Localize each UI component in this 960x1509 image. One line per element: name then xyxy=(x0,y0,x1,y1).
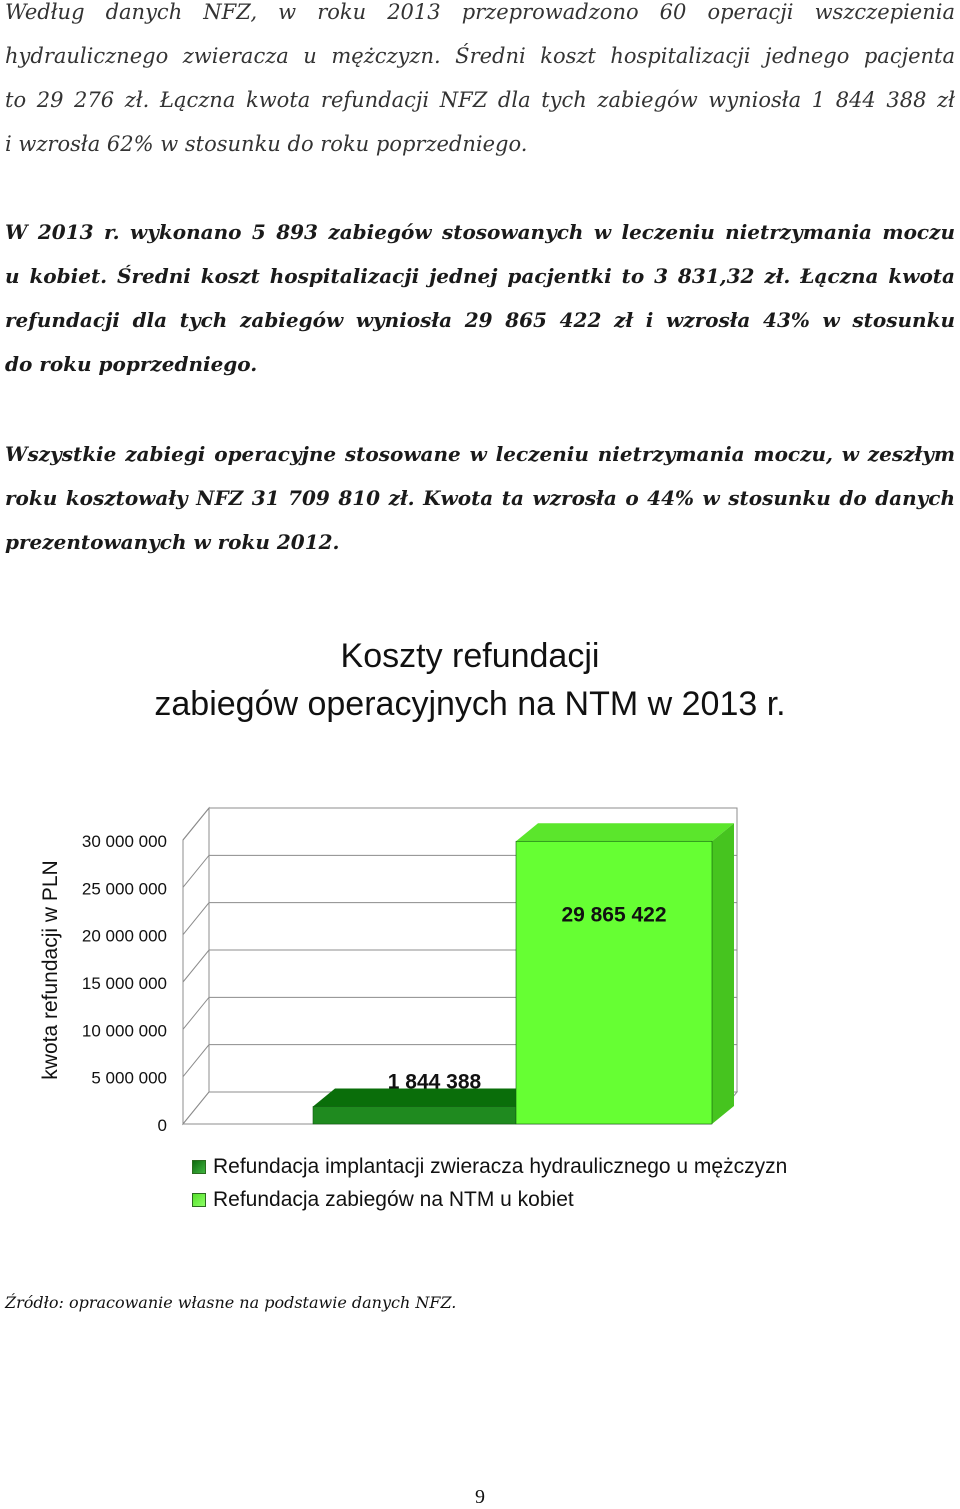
paragraph-line: prezentowanych w roku 2012. xyxy=(5,530,340,554)
y-tick-label: 10 000 000 xyxy=(81,1021,167,1041)
bar-chart xyxy=(0,740,960,1150)
chart-title-line: Koszty refundacji xyxy=(340,637,600,675)
paragraph-sphincter xyxy=(5,0,955,166)
paragraph-line: u kobiet. Średni koszt hospitalizacji jednej pacjentki to 3 831,32 zł. Łączna kwota xyxy=(5,264,955,288)
chart-title xyxy=(0,632,940,728)
chart-legend xyxy=(192,1150,787,1216)
paragraph-line: refundacji dla tych zabiegów wyniosła 29 865 422 zł i wzrosła 43% w stosunku xyxy=(5,308,955,332)
y-axis-title: kwota refundacji w PLN xyxy=(39,860,62,1080)
paragraph-line: Według danych NFZ, w roku 2013 przeprowadzono 60 operacji wszczepienia xyxy=(5,0,955,24)
source-note: Źródło: opracowanie własne na podstawie danych NFZ. xyxy=(5,1293,457,1312)
paragraph-women-procedures xyxy=(5,210,955,386)
bar xyxy=(516,841,712,1124)
paragraph-line: i wzrosła 62% w stosunku do roku poprzedniego. xyxy=(5,132,528,156)
legend-item-men xyxy=(192,1150,787,1183)
bar xyxy=(313,1107,516,1124)
paragraph-line: hydraulicznego zwieracza u mężczyzn. Średni koszt hospitalizacji jednego pacjenta xyxy=(5,44,955,68)
legend-item-women xyxy=(192,1183,787,1216)
paragraph-total-cost xyxy=(5,432,955,564)
legend-label-women: Refundacja zabiegów na NTM u kobiet xyxy=(213,1187,574,1211)
page-number: 9 xyxy=(475,1486,485,1508)
bar-value-label: 1 844 388 xyxy=(387,1070,482,1094)
y-tick-label: 0 xyxy=(157,1116,167,1135)
paragraph-line: roku kosztowały NFZ 31 709 810 zł. Kwota ta wzrosła o 44% w stosunku do danych xyxy=(5,486,955,510)
y-tick-label: 5 000 000 xyxy=(91,1068,167,1088)
chart-title-line: zabiegów operacyjnych na NTM w 2013 r. xyxy=(154,685,786,723)
paragraph-line: to 29 276 zł. Łączna kwota refundacji NFZ dla tych zabiegów wyniosła 1 844 388 zł xyxy=(5,88,955,112)
paragraph-line: do roku poprzedniego. xyxy=(5,352,258,376)
y-tick-label: 25 000 000 xyxy=(81,879,167,899)
paragraph-line: W 2013 r. wykonano 5 893 zabiegów stosowanych w leczeniu nietrzymania moczu xyxy=(5,220,955,244)
y-tick-label: 15 000 000 xyxy=(81,974,167,993)
legend-swatch-men xyxy=(192,1160,206,1174)
y-tick-label: 30 000 000 xyxy=(81,832,167,851)
bar-side xyxy=(712,823,734,1124)
legend-label-men: Refundacja implantacji zwieracza hydraulicznego u mężczyzn xyxy=(213,1154,788,1178)
bar-top xyxy=(516,823,734,841)
legend-swatch-women xyxy=(192,1193,206,1207)
bar-value-label: 29 865 422 xyxy=(561,903,667,927)
paragraph-line: Wszystkie zabiegi operacyjne stosowane w leczeniu nietrzymania moczu, w zeszłym xyxy=(5,442,955,466)
y-tick-label: 20 000 000 xyxy=(81,926,167,946)
